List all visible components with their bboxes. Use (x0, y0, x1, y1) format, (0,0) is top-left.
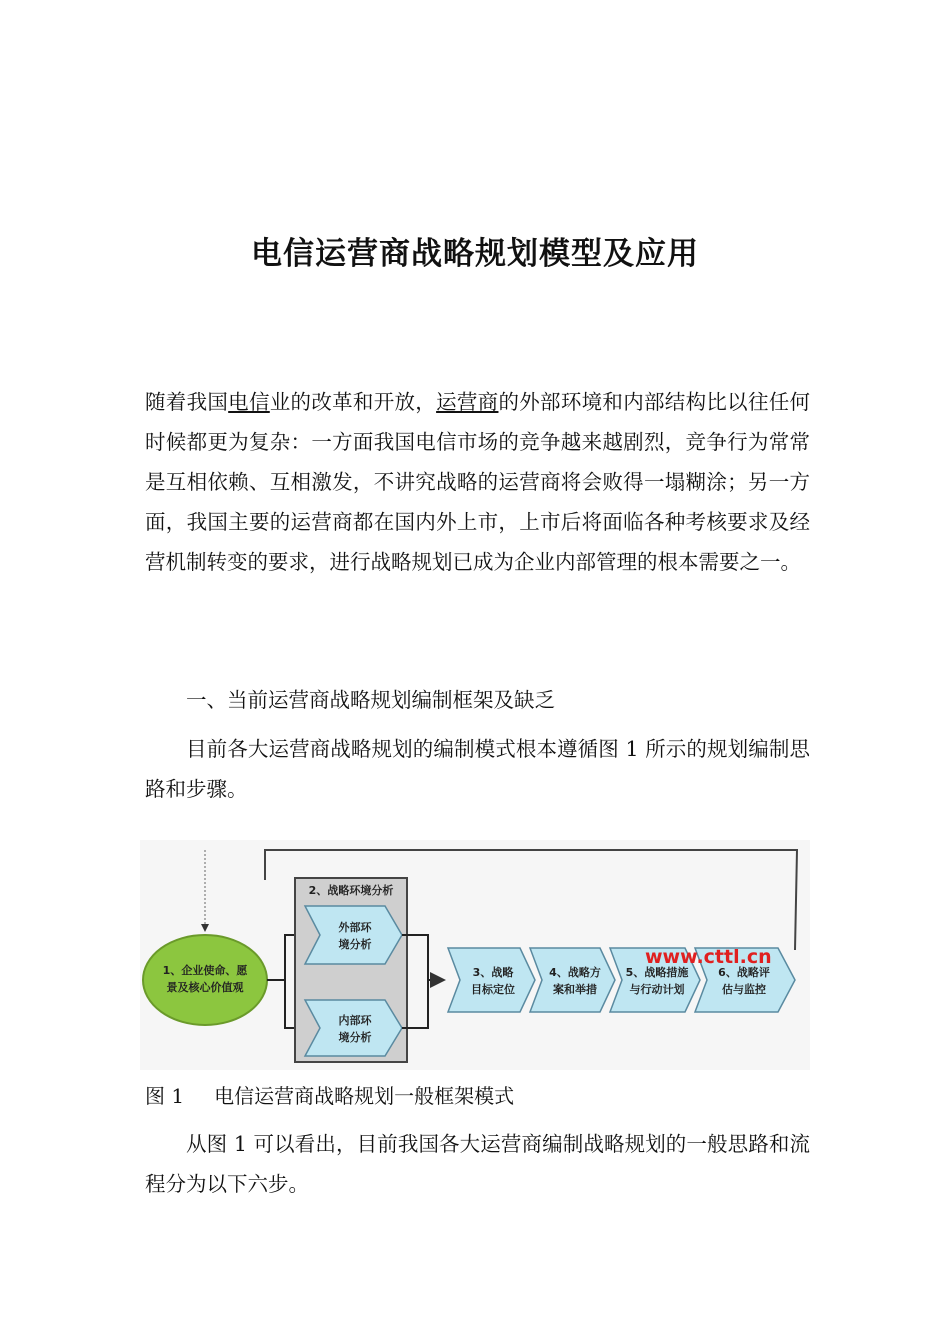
intro-text-2: 业的改革和开放， (269, 390, 437, 414)
step4-line1: 4、战略方 (549, 966, 601, 979)
intro-text-1: 随着我国 (145, 390, 229, 414)
paragraph-3: 从图 1 可以看出，目前我国各大运营商编制战略规划的一般思路和流程分为以下六步。 (145, 1132, 810, 1196)
step5-line2: 与行动计划 (629, 983, 685, 996)
step1-line2: 景及核心价值观 (166, 981, 244, 994)
document-title: 电信运营商战略规划模型及应用 (251, 236, 699, 272)
step1-line1: 1、企业使命、愿 (162, 964, 248, 977)
step5-line1: 5、战略措施 (625, 966, 689, 979)
caption-text: 电信运营商战略规划一般框架模式 (214, 1084, 515, 1108)
telecom-link[interactable]: 电信 (228, 390, 270, 414)
internal-line2: 境分析 (338, 1031, 372, 1044)
intro-text-3: 的外部环境和内部结构比以往任何时候都更为复杂：一方面我国电信市场的竞争越来越剧烈，竞争行为常常是互相依赖、互相激发，不讲究战略的运营商将会败得一塌糊涂；另一方面，我国主要的运营商都在国内外上市，上市后将面临各种考核要求及经营机制转变的要求，进行战略规划已成为企业内部管理的根本需要之一。 (145, 390, 811, 574)
step6-line1: 6、战略评 (718, 966, 770, 979)
figure-1 (140, 840, 810, 1070)
strategy-framework-diagram (140, 840, 810, 1070)
figure-caption (145, 1080, 514, 1109)
step4-chevron (530, 948, 615, 1012)
external-analysis-chevron (305, 906, 402, 964)
step3-line1: 3、战略 (472, 966, 514, 979)
step3-chevron (448, 948, 535, 1012)
internal-analysis-chevron (305, 1000, 402, 1056)
step1-ellipse (143, 935, 267, 1025)
step4-line2: 案和举措 (553, 983, 597, 996)
step2-title: 2、战略环境分析 (308, 884, 394, 897)
external-line1: 外部环 (338, 921, 372, 934)
external-line2: 境分析 (338, 938, 372, 951)
intro-paragraph (145, 382, 810, 582)
step6-line2: 估与监控 (722, 983, 766, 996)
internal-line1: 内部环 (338, 1014, 372, 1027)
section-heading: 一、当前运营商战略规划编制框架及缺乏 (186, 688, 555, 712)
step3-line2: 目标定位 (471, 983, 515, 996)
operator-link[interactable]: 运营商 (436, 390, 499, 414)
caption-number: 图 1 (145, 1084, 185, 1108)
watermark-text: www.cttl.cn (645, 946, 772, 968)
paragraph-2: 目前各大运营商战略规划的编制模式根本遵循图 1 所示的规划编制思路和步骤。 (145, 737, 810, 801)
